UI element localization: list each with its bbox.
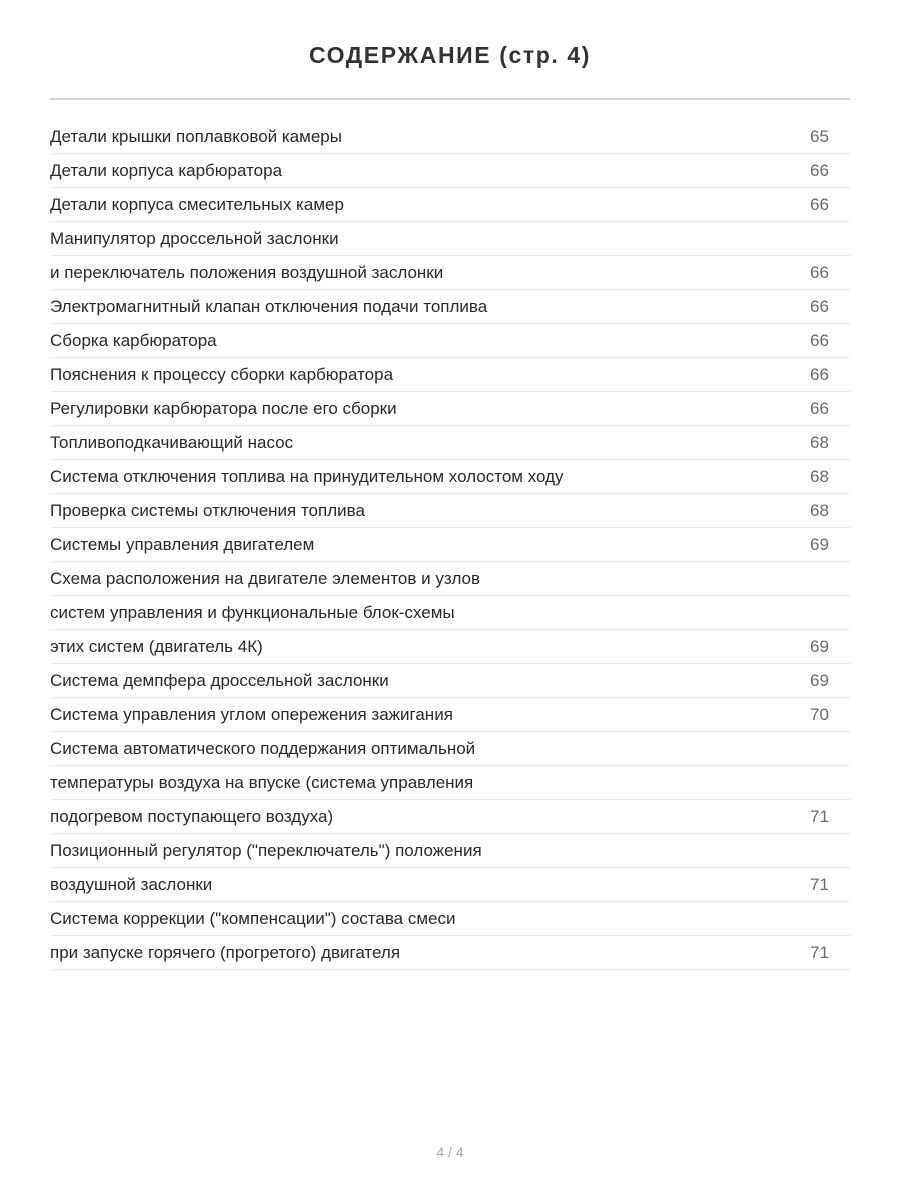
toc-entry — [50, 732, 850, 766]
toc-entry — [50, 664, 850, 698]
toc-entry — [50, 834, 850, 868]
toc-entry — [50, 868, 850, 902]
toc-entry-page: 68 — [810, 466, 829, 486]
toc-entry-title: этих систем (двигатель 4К) — [50, 636, 263, 656]
toc-entry — [50, 800, 850, 834]
toc-entry-page: 71 — [810, 942, 829, 962]
toc-entry-title: Манипулятор дроссельной заслонки — [50, 228, 339, 248]
toc-entry — [50, 766, 850, 800]
toc-entry — [50, 188, 850, 222]
toc-entry-page: 69 — [810, 534, 829, 554]
toc-entry-title: Детали корпуса карбюратора — [50, 160, 283, 180]
toc-entry — [50, 902, 850, 936]
toc-entry-title: Проверка системы отключения топлива — [50, 500, 365, 520]
toc-entry-title: Детали корпуса смесительных камер — [50, 194, 344, 214]
toc-entry-title: Система демпфера дроссельной заслонки — [50, 670, 389, 690]
toc-entry — [50, 562, 850, 596]
toc-entry-title: Система коррекции ("компенсации") состава смеси — [50, 908, 456, 928]
toc-entry — [50, 630, 850, 664]
toc-entry — [50, 426, 850, 460]
toc-entry-title: при запуске горячего (прогретого) двигателя — [50, 942, 401, 962]
title-divider — [50, 98, 850, 100]
toc-entry — [50, 698, 850, 732]
page-number: 4 / 4 — [436, 1144, 464, 1160]
toc-entry-page: 68 — [810, 500, 829, 520]
toc-entry-title: Позиционный регулятор ("переключатель") положения — [50, 840, 482, 860]
toc-entry-title: Схема расположения на двигателе элементов и узлов — [50, 568, 481, 588]
toc-entry-page: 69 — [810, 636, 829, 656]
toc-entry — [50, 460, 850, 494]
toc-entry — [50, 494, 850, 528]
toc-entry — [50, 528, 850, 562]
toc-entry — [50, 256, 850, 290]
toc-entry-page: 66 — [810, 364, 829, 384]
toc-entry — [50, 392, 850, 426]
toc-entry-page: 66 — [810, 194, 829, 214]
toc-entry-title: Системы управления двигателем — [50, 534, 315, 554]
toc-entry-title: температуры воздуха на впуске (система управления — [50, 772, 474, 792]
toc-entry-title: подогревом поступающего воздуха) — [50, 806, 334, 826]
toc-entry-title: Регулировки карбюратора после его сборки — [50, 398, 397, 418]
toc-entry-title: воздушной заслонки — [50, 874, 213, 894]
table-of-contents — [50, 120, 850, 970]
toc-entry — [50, 222, 850, 256]
toc-entry — [50, 596, 850, 630]
toc-entry-page: 66 — [810, 296, 829, 316]
page-title: СОДЕРЖАНИЕ (стр. 4) — [308, 42, 592, 68]
toc-entry-title: Детали крышки поплавковой камеры — [50, 126, 342, 146]
toc-entry-page: 71 — [810, 874, 829, 894]
toc-entry-title: Пояснения к процессу сборки карбюратора — [50, 364, 394, 384]
toc-entry — [50, 324, 850, 358]
toc-entry-title: Система отключения топлива на принудительном холостом ходу — [50, 466, 564, 486]
toc-entry-page: 66 — [810, 262, 829, 282]
toc-entry-page: 65 — [810, 126, 829, 146]
toc-entry-page: 66 — [810, 160, 829, 180]
toc-entry-page: 66 — [810, 330, 829, 350]
toc-entry — [50, 358, 850, 392]
toc-entry-title: Сборка карбюратора — [50, 330, 217, 350]
toc-entry-page: 69 — [810, 670, 829, 690]
toc-entry-title: Система автоматического поддержания оптимальной — [50, 738, 476, 758]
toc-entry-page: 66 — [810, 398, 829, 418]
toc-entry-page: 71 — [810, 806, 829, 826]
toc-entry-title: систем управления и функциональные блок-схемы — [50, 602, 455, 622]
toc-entry-title: Система управления углом опережения зажигания — [50, 704, 453, 724]
toc-entry-page: 70 — [810, 704, 829, 724]
toc-entry — [50, 154, 850, 188]
toc-entry-title: Электромагнитный клапан отключения подачи топлива — [50, 296, 488, 316]
toc-entry-title: Топливоподкачивающий насос — [50, 432, 294, 452]
toc-entry-page: 68 — [810, 432, 829, 452]
toc-entry — [50, 936, 850, 970]
toc-entry — [50, 120, 850, 154]
toc-entry — [50, 290, 850, 324]
toc-entry-title: и переключатель положения воздушной заслонки — [50, 262, 444, 282]
